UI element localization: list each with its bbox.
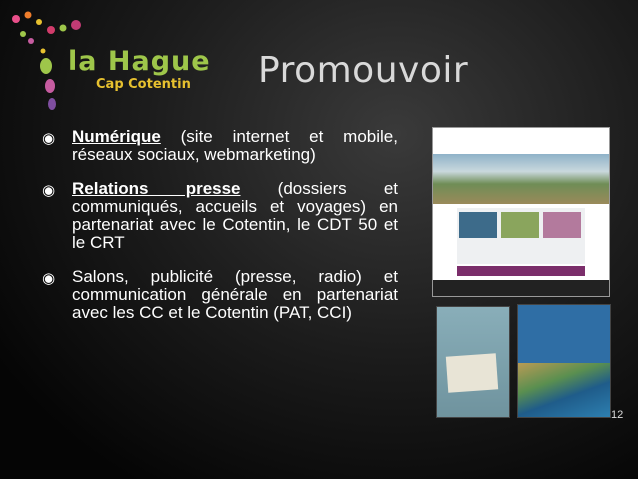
bullet-keyword: Numérique bbox=[72, 127, 161, 146]
bullet-keyword: Relations presse bbox=[72, 179, 241, 198]
website-card bbox=[501, 212, 539, 238]
bullet-salons bbox=[42, 268, 398, 322]
website-screenshot-image bbox=[432, 127, 610, 297]
bullet-body: (site internet et mobile, réseaux sociaux, webmarketing) bbox=[72, 127, 398, 164]
website-bar bbox=[457, 266, 585, 276]
bullet-text bbox=[72, 180, 398, 252]
bullet-list bbox=[42, 128, 398, 338]
website-footer bbox=[433, 280, 609, 296]
bullet-body: (dossiers et communiqués, accueils et voyages) en partenariat avec le Cotentin, le CDT 50 et le CRT bbox=[72, 179, 398, 252]
logo-subtitle: Cap Cotentin bbox=[96, 77, 191, 92]
website-banner-photo bbox=[433, 154, 609, 204]
page-number: 12 bbox=[611, 409, 624, 421]
website-card bbox=[459, 212, 497, 238]
bullet-icon: ◉ bbox=[42, 269, 56, 287]
brochure-photo bbox=[518, 363, 610, 417]
brochure-note bbox=[446, 353, 498, 392]
website-card bbox=[543, 212, 581, 238]
brochure-image-2 bbox=[517, 304, 611, 418]
website-header bbox=[433, 128, 609, 154]
bullet-text bbox=[72, 128, 398, 164]
bullet-numerique bbox=[42, 128, 398, 164]
bullet-icon: ◉ bbox=[42, 129, 56, 147]
logo-title: la Hague bbox=[68, 46, 211, 77]
slide-title: Promouvoir bbox=[258, 50, 469, 91]
bullet-body: Salons, publicité (presse, radio) et communication générale en partenariat avec les CC et le Cotentin (PAT, CCI) bbox=[72, 267, 398, 322]
logo bbox=[6, 6, 211, 116]
bullet-icon: ◉ bbox=[42, 181, 56, 199]
bullet-text bbox=[72, 268, 398, 322]
bullet-relations-presse bbox=[42, 180, 398, 252]
brochure-image-1 bbox=[436, 306, 510, 418]
